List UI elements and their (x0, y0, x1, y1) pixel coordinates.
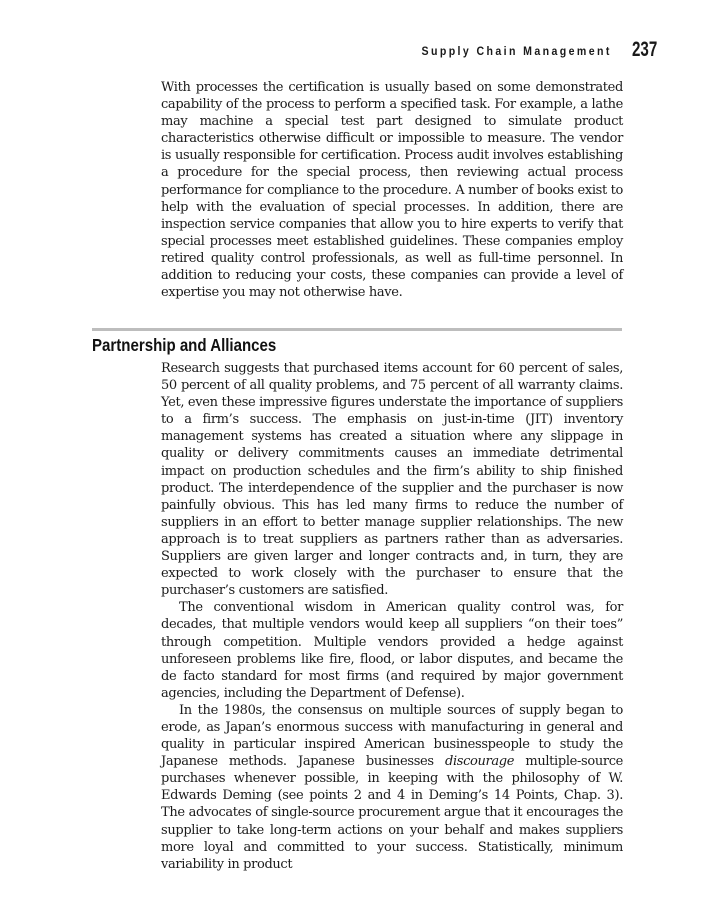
paragraph-3-text-b: multiple-source purchases whenever possible, in keeping with the philosophy of W. Edwards Deming (see points 2 and 4 in Deming’s 14 Points, Chap. 3). The advocates of single-source procurement argue that it encourages the supplier to take long-term actions on your behalf and makes suppliers more loyal and committed to your success. Statistically, minimum variability in product (161, 754, 623, 872)
paragraph-1: Research suggests that purchased items account for 60 percent of sales, 50 percent of all quality problems, and 75 percent of all warranty claims. Yet, even these impressive figures understate the importance of suppliers to a firm’s success. The emphasis on just-in-time (JIT) inventory management systems has created a situation where any slippage in quality or delivery commitments causes an immediate detrimental impact on production schedules and the firm’s ability to ship finished product. The interdependence of the supplier and the purchaser is now painfully obvious. This has led many firms to reduce the number of suppliers in an effort to better manage supplier relationships. The new approach is to treat suppliers as partners rather than as adversaries. Suppliers are given larger and longer contracts and, in turn, they are expected to work closely with the purchaser to ensure that the purchaser’s customers are satisfied. (161, 361, 623, 599)
paragraph-3-text-a: In the 1980s, the consensus on multiple sources of supply began to erode, as Japan’s enormous success with manufacturing in general and quality in particular inspired American businesspeople to study the Japanese methods. Japanese businesses (161, 702, 623, 770)
page-number: 237 (631, 38, 658, 61)
section-divider (92, 328, 622, 331)
paragraph-3 (161, 702, 623, 873)
intro-text-block (161, 79, 623, 301)
running-title: Supply Chain Management (421, 46, 612, 58)
section-text-block (161, 360, 623, 873)
intro-paragraph: With processes the certification is usually based on some demonstrated capability of the process to perform a specified task. For example, a lathe may machine a special test part designed to simulate product characteristics otherwise difficult or impossible to measure. The vendor is usually responsible for certification. Process audit involves establishing a procedure for the special process, then reviewing actual process performance for compliance to the procedure. A number of books exist to help with the evaluation of special processes. In addition, there are inspection service companies that allow you to hire experts to verify that special processes meet established guidelines. These companies employ retired quality control professionals, as well as full-time personnel. In addition to reducing your costs, these companies can provide a level of expertise you may not otherwise have. (161, 80, 623, 301)
running-head (405, 37, 667, 61)
section-heading: Partnership and Alliances (92, 335, 277, 355)
paragraph-3-emphasis: discourage (444, 754, 515, 770)
paragraph-2: The conventional wisdom in American quality control was, for decades, that multiple vendors would keep all suppliers “on their toes” through competition. Multiple vendors provided a hedge against unforeseen problems like fire, flood, or labor disputes, and became the de facto standard for most firms (and required by major government agencies, including the Department of Defense). (161, 600, 623, 701)
